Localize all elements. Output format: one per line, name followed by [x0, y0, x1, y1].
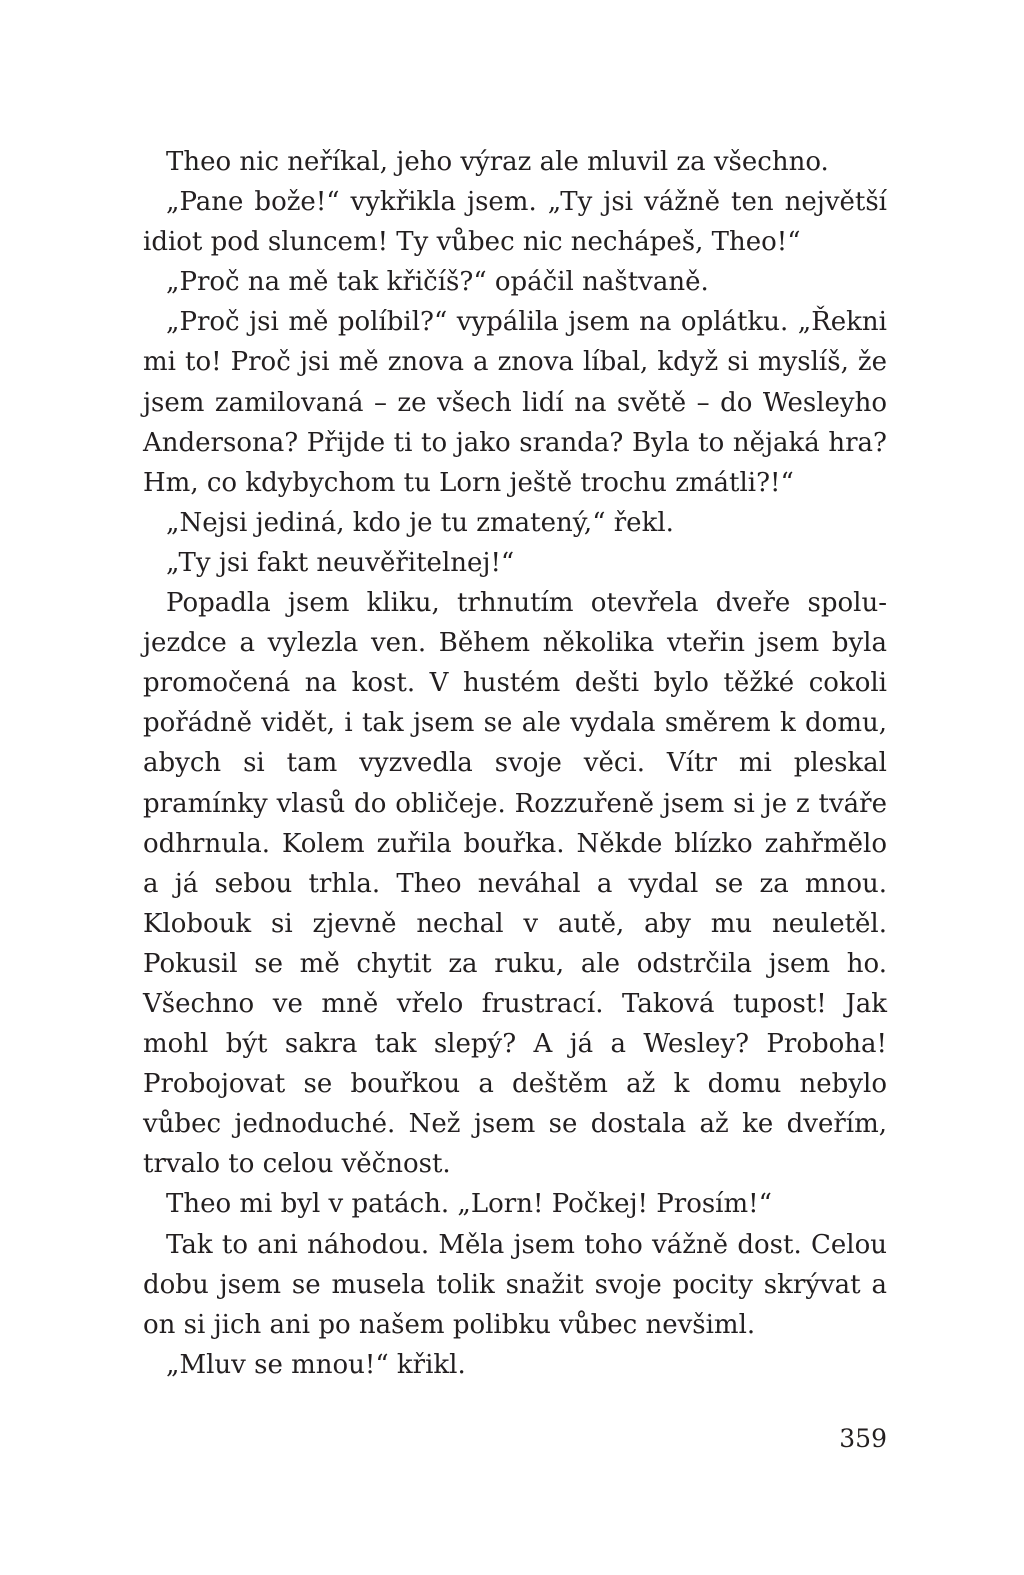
paragraph: „Ty jsi fakt neuvěřitelnej!“ — [166, 547, 515, 578]
body-text — [143, 142, 887, 1385]
paragraph: „Nejsi jediná, kdo je tu zmatený,“ řekl. — [166, 507, 674, 538]
paragraph: Theo nic neříkal, jeho výraz ale mluvil za všechno. — [166, 147, 829, 177]
paragraph: Tak to ani náhodou. Měla jsem toho vážně dost. Celou dobu jsem se musela tolik snažit svoje pocity skrývat a on si jich ani po našem polibku vůbec nevšiml. — [143, 1229, 887, 1340]
page-number: 359 — [839, 1424, 887, 1453]
paragraph: „Pane bože!“ vykřikla jsem. „Ty jsi vážně ten největší idiot pod sluncem! Ty vůbec nic nechápeš, Theo!“ — [143, 187, 887, 258]
paragraph: „Proč na mě tak křičíš?“ opáčil naštvaně. — [166, 267, 709, 298]
paragraph: „Mluv se mnou!“ křikl. — [166, 1349, 466, 1380]
paragraph: Popadla jsem kliku, trhnutím otevřela dveře spolujezdce a vylezla ven. Během několika vteřin jsem byla promočená na kost. V hustém dešti bylo těžké cokoli pořádně vidět, i tak jsem se ale vydala směrem k domu, abych si tam vyzvedla svoje věci. Vítr mi pleskal pramínky vlasů do obličeje. Rozzuřeně jsem si je z tváře odhrnula. Kolem zuřila bouřka. Někde blízko zahřmělo a já sebou trhla. Theo neváhal a vydal se za mnou. Klobouk si zjevně nechal v autě, aby mu neuletěl. Pokusil se mě chytit za ruku, ale odstrčila jsem ho. Všechno ve mně vřelo frustrací. Taková tupost! Jak mohl být sakra tak slepý? A já a Wesley? Proboha! Probojovat se bouřkou a deštěm až k domu nebylo vůbec jednoduché. Než jsem se dostala až ke dveřím, trvalo to celou věčnost. — [143, 588, 887, 1180]
paragraph: „Proč jsi mě políbil?“ vypálila jsem na oplátku. „Řekni mi to! Proč jsi mě znova a znova líbal, když si myslíš, že jsem zamilovaná – ze všech lidí na světě – do Wesleyho Andersona? Přijde ti to jako sranda? Byla to nějaká hra? Hm, co kdybychom tu Lorn ještě trochu zmátli?!“ — [143, 307, 887, 498]
paragraph: Theo mi byl v patách. „Lorn! Počkej! Prosím!“ — [166, 1189, 772, 1220]
